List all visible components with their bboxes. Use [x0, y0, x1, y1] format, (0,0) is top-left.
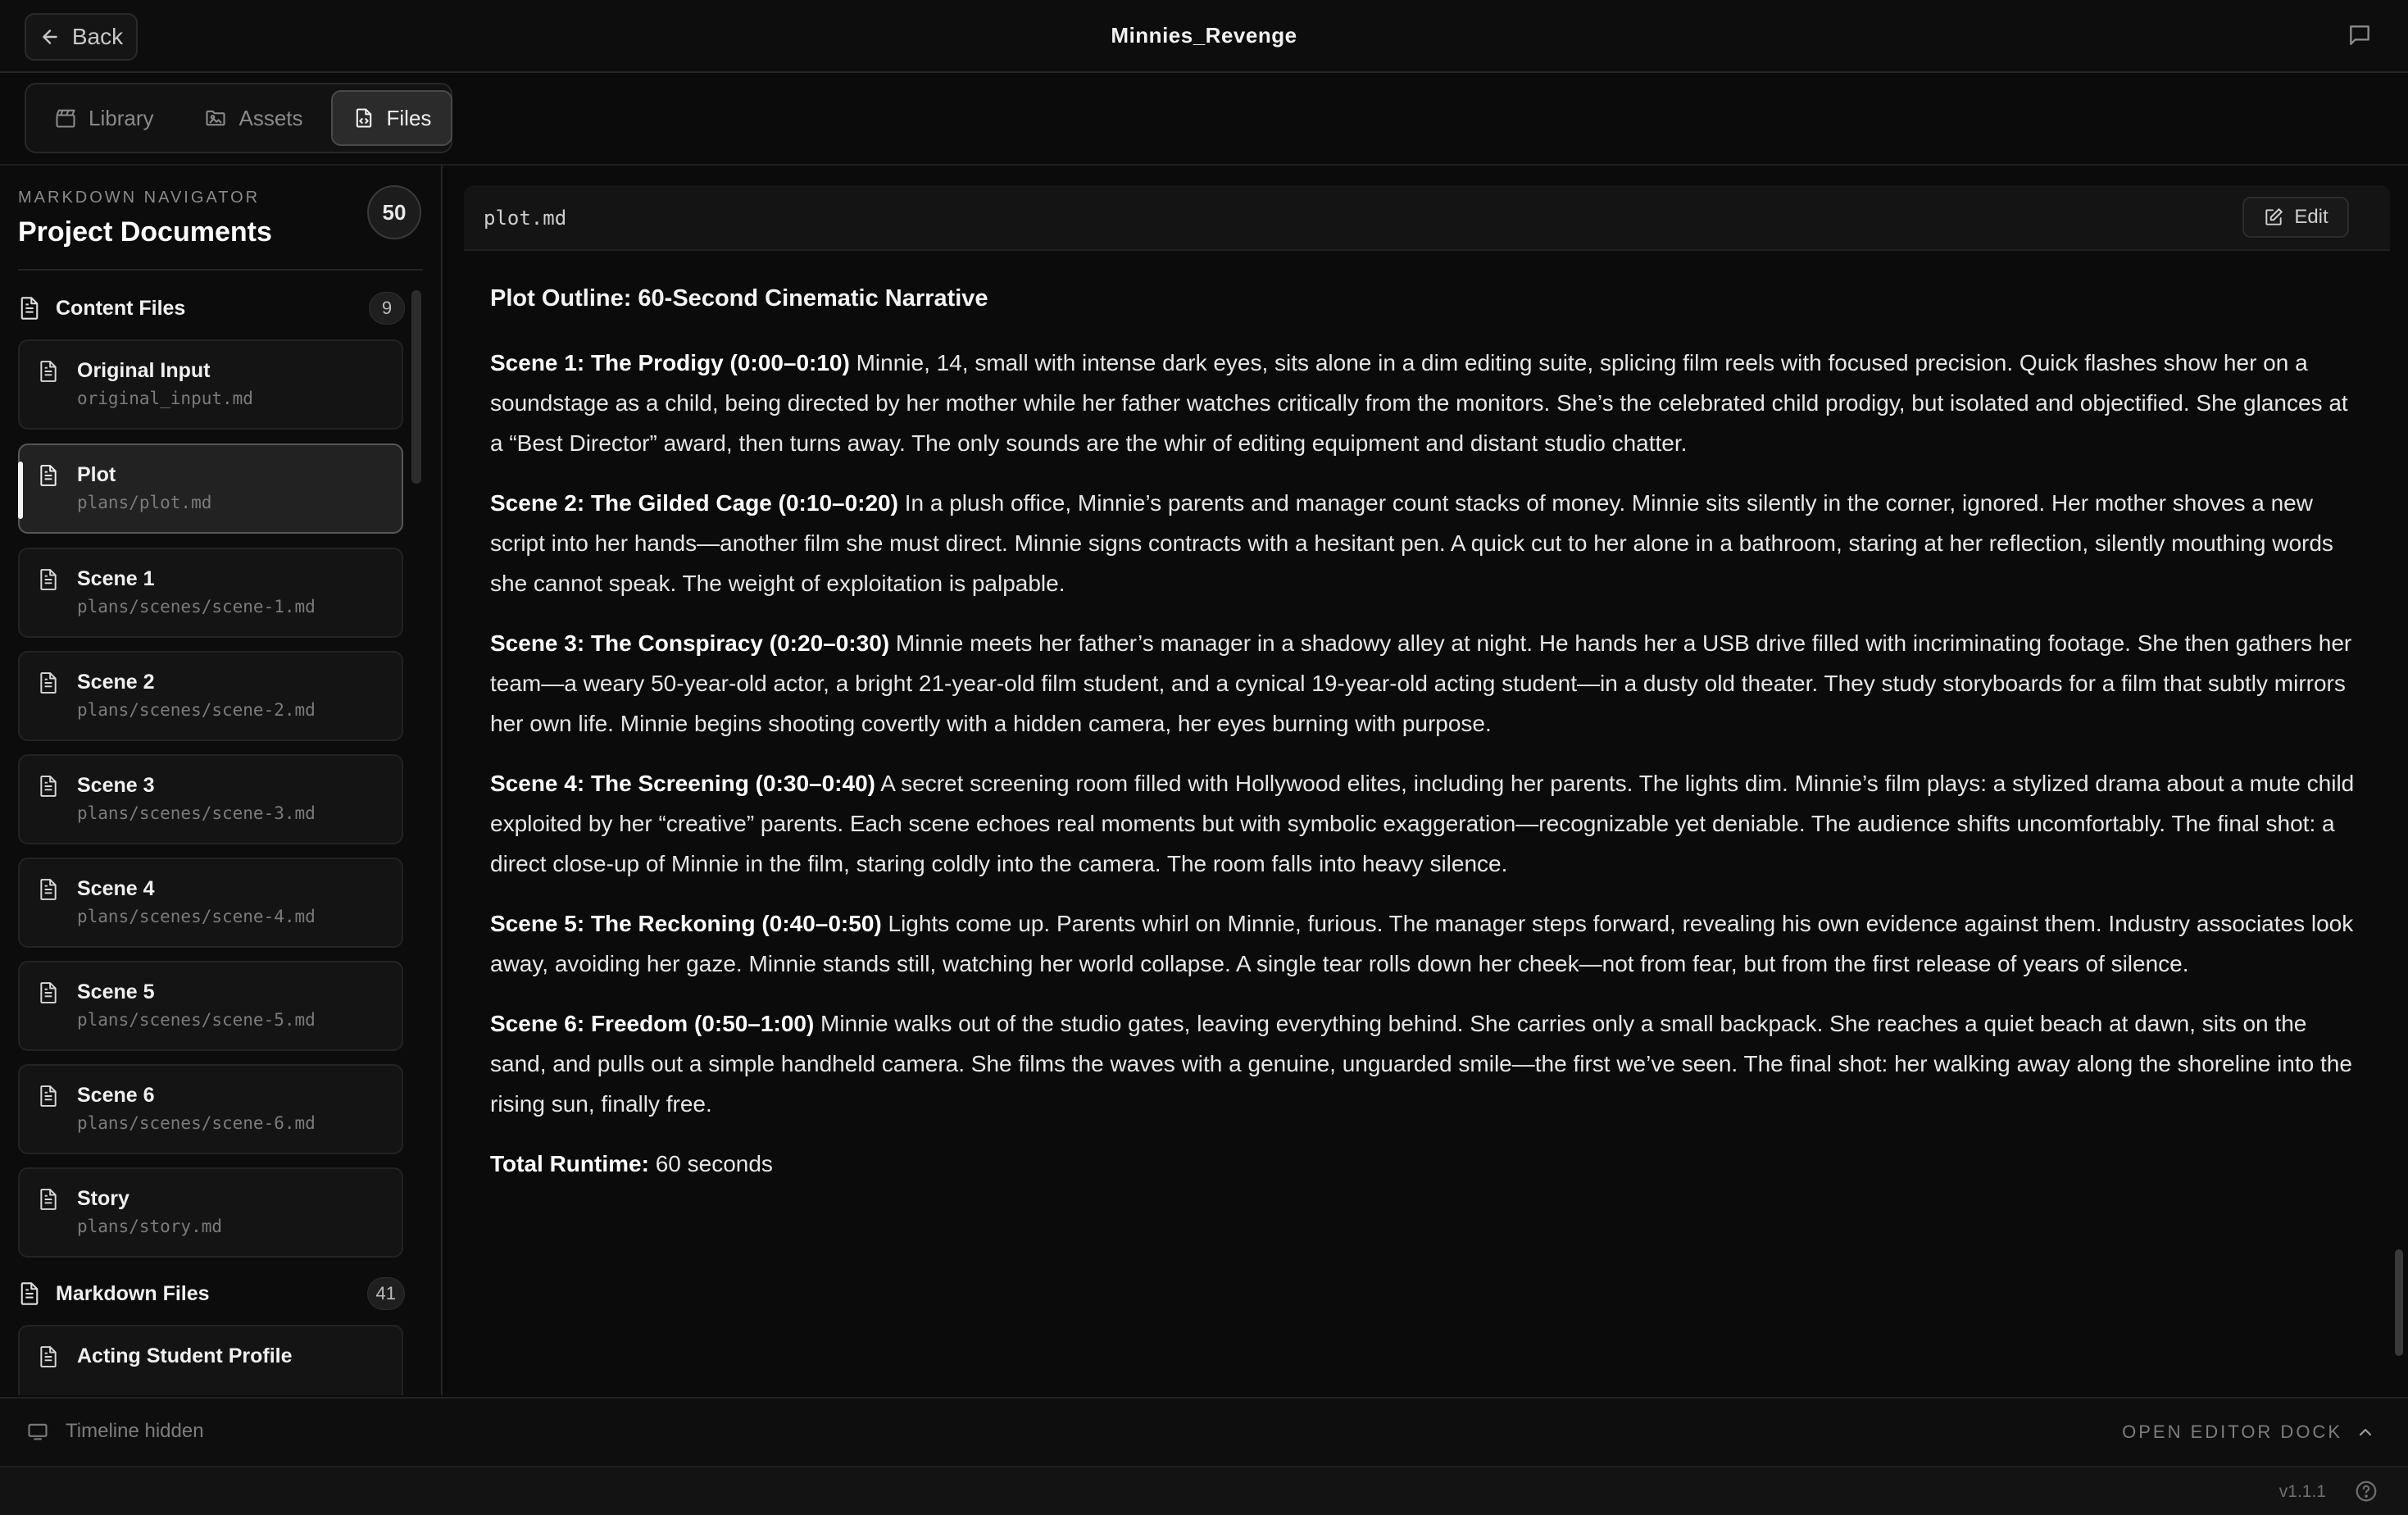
file-text-icon [38, 567, 59, 592]
message-square-icon [2347, 22, 2373, 48]
timeline-label: Timeline hidden [66, 1420, 204, 1442]
tab-library[interactable] [31, 90, 176, 146]
file-card-scene-3[interactable] [18, 754, 403, 844]
scene-text: Lights come up. Parents whirl on Minnie, furious. The manager steps forward, revealing his own evidence against them. Industry associates look away, avoiding her gaze. Minnie stands still, watching her world collapse. A single tear rolls down her cheek—not from fear, but from the first release of years of silence. [490, 911, 2354, 976]
scene-paragraph [490, 343, 2359, 463]
document-header [464, 185, 2390, 251]
file-card-plot[interactable] [18, 444, 403, 534]
document-count-badge: 50 [367, 185, 421, 239]
file-name: Acting Student Profile [77, 1344, 293, 1367]
file-name: Scene 2 [77, 671, 155, 694]
sidebar-scrollbar[interactable] [411, 290, 421, 484]
monitor-icon [26, 1420, 49, 1443]
open-editor-dock-button[interactable] [2122, 1422, 2375, 1443]
file-path: plans/scenes/scene-4.md [77, 907, 316, 926]
file-card-scene-2[interactable] [18, 651, 403, 741]
file-text-icon [38, 1187, 59, 1212]
file-text-icon [38, 463, 59, 488]
app-title: Minnies_Revenge [1111, 23, 1297, 48]
file-text-icon [18, 1281, 41, 1306]
scene-title: Scene 1: The Prodigy (0:00–0:10) [490, 350, 850, 375]
group-content-files-count: 9 [369, 292, 405, 325]
scene-paragraph [490, 763, 2359, 884]
view-tabs [25, 83, 452, 153]
file-text-icon [38, 980, 59, 1005]
file-name: Story [77, 1187, 129, 1210]
file-text-icon [38, 774, 59, 798]
file-text-icon [18, 296, 41, 321]
runtime-value: 60 seconds [648, 1151, 773, 1176]
navigator-eyebrow: MARKDOWN NAVIGATOR [18, 189, 261, 207]
file-card-acting-student-profile[interactable] [18, 1325, 403, 1395]
tab-assets[interactable] [181, 90, 325, 146]
scene-title: Scene 6: Freedom (0:50–1:00) [490, 1011, 815, 1036]
file-card-scene-6[interactable] [18, 1064, 403, 1154]
scene-title: Scene 4: The Screening (0:30–0:40) [490, 771, 875, 796]
top-bar [0, 0, 2408, 73]
status-bar [0, 1466, 2408, 1515]
file-name: Scene 5 [77, 980, 155, 1003]
file-path: plans/scenes/scene-2.md [77, 700, 316, 720]
group-markdown-files[interactable] [18, 1276, 405, 1312]
file-name: Plot [77, 463, 116, 486]
file-path: plans/story.md [77, 1217, 223, 1236]
open-dock-label: OPEN EDITOR DOCK [2122, 1422, 2342, 1442]
file-path: plans/plot.md [77, 493, 212, 512]
folder-image-icon [204, 107, 227, 130]
tab-assets-label: Assets [239, 105, 303, 130]
chevron-up-icon [2356, 1422, 2375, 1442]
scene-title: Scene 3: The Conspiracy (0:20–0:30) [490, 630, 890, 656]
scene-title: Scene 5: The Reckoning (0:40–0:50) [490, 911, 882, 936]
tab-library-label: Library [89, 105, 154, 130]
file-path: plans/scenes/scene-1.md [77, 597, 316, 616]
file-code-icon [352, 107, 375, 130]
file-text-icon [38, 877, 59, 902]
group-markdown-files-count: 41 [367, 1277, 405, 1310]
file-card-original-input[interactable] [18, 339, 403, 430]
scene-paragraph [490, 483, 2359, 603]
scene-title: Scene 2: The Gilded Cage (0:10–0:20) [490, 490, 898, 516]
scene-text: A secret screening room filled with Hollywood elites, including her parents. The lights dim. Minnie’s film plays: a stylized drama about a mute child exploited by her “creative” parents. Each scene echoes real moments but with symbolic exaggeration—recognizable yet deniable. The audience shifts uncomfortably. The final shot: a direct close-up of Minnie in the film, staring coldly into the camera. The room falls into heavy silence. [490, 771, 2355, 876]
file-card-story[interactable] [18, 1167, 403, 1258]
file-text-icon [38, 359, 59, 384]
timeline-bar [0, 1397, 2408, 1466]
edit-button[interactable] [2242, 197, 2349, 238]
document-filename: plot.md [484, 207, 567, 230]
main-scrollbar[interactable] [2395, 1249, 2403, 1356]
scene-paragraph [490, 1003, 2359, 1124]
runtime-label: Total Runtime: [490, 1151, 649, 1176]
scene-text: Minnie walks out of the studio gates, leaving everything behind. She carries only a small backpack. She reaches a quiet beach at dawn, sits on the sand, and pulls out a simple handheld camera. She films the waves with a genuine, unguarded smile—the first we’ve seen. The final shot: her walking away along the shoreline into the rising sun, finally free. [490, 1011, 2352, 1117]
scene-paragraph [490, 623, 2359, 744]
file-name: Original Input [77, 359, 211, 382]
file-text-icon [38, 1344, 59, 1369]
chat-button[interactable] [2344, 20, 2375, 51]
scene-text: In a plush office, Minnie’s parents and manager count stacks of money. Minnie sits silently in the corner, ignored. Her mother shoves a new script into her hands—another film she must direct. Minnie signs contracts with a hesitant pen. A quick cut to her alone in a bathroom, staring at her reflection, silently mouthing words she cannot speak. The weight of exploitation is palpable. [490, 490, 2333, 596]
file-text-icon [38, 1084, 59, 1108]
version-label: v1.1.1 [2279, 1482, 2326, 1501]
back-label: Back [71, 24, 124, 49]
timeline-status [26, 1420, 204, 1443]
file-name: Scene 4 [77, 877, 155, 900]
group-markdown-files-label: Markdown Files [56, 1281, 210, 1305]
file-path: plans/scenes/scene-3.md [77, 803, 316, 823]
file-card-scene-1[interactable] [18, 548, 403, 638]
file-name: Scene 3 [77, 774, 155, 797]
help-circle-icon[interactable] [2354, 1479, 2378, 1504]
file-path: plans/scenes/scene-6.md [77, 1113, 316, 1133]
edit-label: Edit [2294, 206, 2328, 228]
file-card-scene-5[interactable] [18, 961, 403, 1051]
edit-icon [2263, 207, 2284, 228]
runtime-paragraph [490, 1144, 2359, 1184]
file-text-icon [38, 671, 59, 695]
group-content-files-label: Content Files [56, 296, 186, 320]
file-path: original_input.md [77, 389, 253, 408]
markdown-navigator-sidebar [0, 166, 443, 1395]
navigator-title: Project Documents [18, 216, 272, 248]
document-body [490, 279, 2359, 1203]
file-name: Scene 1 [77, 567, 155, 590]
document-heading: Plot Outline: 60-Second Cinematic Narrative [490, 285, 988, 312]
scene-text: Minnie, 14, small with intense dark eyes, sits alone in a dim editing suite, splicing film reels with focused precision. Quick flashes show her on a soundstage as a child, being directed by her mother while her father watches critically from the monitors. She’s the celebrated child prodigy, but isolated and objectified. She glances at a “Best Director” award, then turns away. The only sounds are the whir of editing equipment and distant studio chatter. [490, 350, 2348, 456]
file-card-scene-4[interactable] [18, 858, 403, 948]
tab-files-label: Files [386, 105, 432, 130]
clapperboard-icon [54, 107, 77, 130]
scene-paragraph [490, 903, 2359, 984]
group-content-files[interactable] [18, 290, 405, 326]
navigator-divider [18, 269, 423, 271]
file-name: Scene 6 [77, 1084, 155, 1107]
tab-files[interactable] [331, 90, 453, 146]
file-path: plans/scenes/scene-5.md [77, 1010, 316, 1030]
scene-text: Minnie meets her father’s manager in a shadowy alley at night. He hands her a USB drive filled with incriminating footage. She then gathers her team—a weary 50-year-old actor, a bright 21-year-old film student, and a cynical 19-year-old acting student—in a dusty old theater. They study storyboards for a film that subtly mirrors her own life. Minnie begins shooting covertly with a hidden camera, her eyes burning with purpose. [490, 630, 2352, 736]
